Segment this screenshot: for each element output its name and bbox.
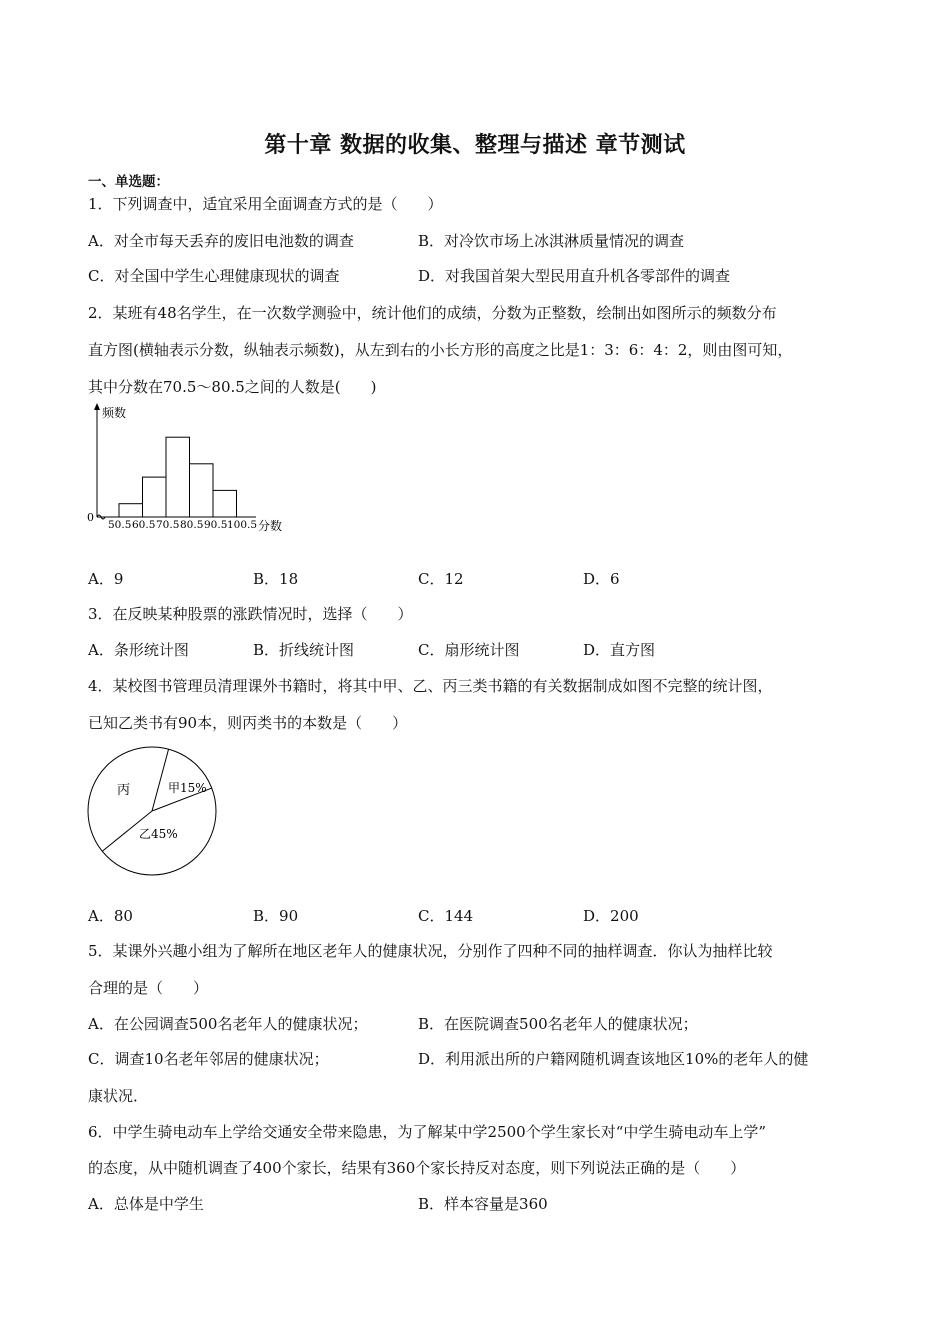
q2-option-b: B．18 xyxy=(253,570,299,588)
q4-option-b: B．90 xyxy=(253,907,299,925)
q2-option-c: C．12 xyxy=(418,570,464,588)
histogram-origin-label: 0 xyxy=(87,511,94,524)
histogram-tick-label: 70.5 xyxy=(156,519,180,531)
q2-stem-line1: 2．某班有48名学生，在一次数学测验中，统计他们的成绩，分数为正整数，绘制出如图所示的频数分布 xyxy=(88,304,777,322)
q6-option-b: B．样本容量是360 xyxy=(418,1195,548,1213)
pie-label-yi: 乙45% xyxy=(139,827,178,841)
q4-stem-line1: 4．某校图书管理员清理课外书籍时，将其中甲、乙、丙三类书籍的有关数据制成如图不完整的统计图， xyxy=(88,677,773,695)
histogram-x-label: 分数 xyxy=(258,519,283,533)
histogram-y-label: 频数 xyxy=(102,406,127,420)
q5-option-c: C．调查10名老年邻居的健康状况； xyxy=(88,1050,329,1068)
histogram-tick-label: 100.5 xyxy=(227,519,258,531)
q4-stem-line2: 已知乙类书有90本，则丙类书的本数是（ ） xyxy=(88,714,408,732)
histogram-tick-label: 90.5 xyxy=(204,519,228,531)
q1-option-a: A．对全市每天丢弃的废旧电池数的调查 xyxy=(88,232,354,250)
q6-stem-line1: 6．中学生骑电动车上学给交通安全带来隐患，为了解某中学2500个学生家长对“中学生骑电动车上学” xyxy=(88,1123,767,1141)
q5-option-d-continued: 康状况． xyxy=(88,1087,149,1105)
q4-option-c: C．144 xyxy=(418,907,474,925)
q2-stem-line2: 直方图(横轴表示分数，纵轴表示频数)，从左到右的小长方形的高度之比是1：3：6：4：2，则由图可知， xyxy=(88,341,793,359)
histogram-bar xyxy=(190,464,214,517)
pie-chart xyxy=(84,745,224,879)
q3-option-b: B．折线统计图 xyxy=(253,641,355,659)
histogram-bar xyxy=(213,490,237,517)
q3-option-c: C．扇形统计图 xyxy=(418,641,520,659)
q3-option-d: D．直方图 xyxy=(583,641,656,659)
histogram-tick-label: 60.5 xyxy=(132,519,156,531)
q1-option-d: D．对我国首架大型民用直升机各零部件的调查 xyxy=(418,267,731,285)
q6-option-a: A．总体是中学生 xyxy=(88,1195,204,1213)
q2-option-a: A．9 xyxy=(88,570,124,588)
page-title: 第十章 数据的收集、整理与描述 章节测试 xyxy=(264,133,686,158)
q5-stem-line2: 合理的是（ ） xyxy=(88,979,209,997)
q3-stem: 3．在反映某种股票的涨跌情况时，选择（ ） xyxy=(88,605,413,623)
q5-option-a: A．在公园调查500名老年人的健康状况； xyxy=(88,1015,368,1033)
histogram-chart xyxy=(84,400,294,535)
pie-label-bing: 丙 xyxy=(117,783,131,798)
q1-option-c: C．对全国中学生心理健康现状的调查 xyxy=(88,267,340,285)
q5-option-b: B．在医院调查500名老年人的健康状况； xyxy=(418,1015,698,1033)
histogram-bar xyxy=(143,477,167,517)
q2-option-d: D．6 xyxy=(583,570,620,588)
q6-stem-line2: 的态度，从中随机调查了400个家长，结果有360个家长持反对态度，则下列说法正确的是（ ） xyxy=(88,1159,746,1177)
q5-stem-line1: 5．某课外兴趣小组为了解所在地区老年人的健康状况，分别作了四种不同的抽样调查．你认为抽样比较 xyxy=(88,942,773,960)
q4-option-a: A．80 xyxy=(88,907,133,925)
q1-stem: 1．下列调查中，适宜采用全面调查方式的是（ ） xyxy=(88,195,443,213)
q2-stem-line3: 其中分数在70.5～80.5之间的人数是( ) xyxy=(88,378,377,396)
q3-option-a: A．条形统计图 xyxy=(88,641,189,659)
section-heading: 一、单选题： xyxy=(88,174,169,190)
histogram-y-arrow xyxy=(94,403,100,410)
q1-option-b: B．对冷饮市场上冰淇淋质量情况的调查 xyxy=(418,232,685,250)
histogram-bar xyxy=(166,437,190,517)
q4-option-d: D．200 xyxy=(583,907,639,925)
q5-option-d: D．利用派出所的户籍网随机调查该地区10%的老年人的健 xyxy=(418,1050,809,1068)
histogram-tick-label: 50.5 xyxy=(108,519,132,531)
histogram-tick-label: 80.5 xyxy=(180,519,204,531)
histogram-bar xyxy=(119,504,143,517)
pie-label-jia: 甲15% xyxy=(168,781,207,795)
pie-slice-boundary xyxy=(152,749,169,811)
